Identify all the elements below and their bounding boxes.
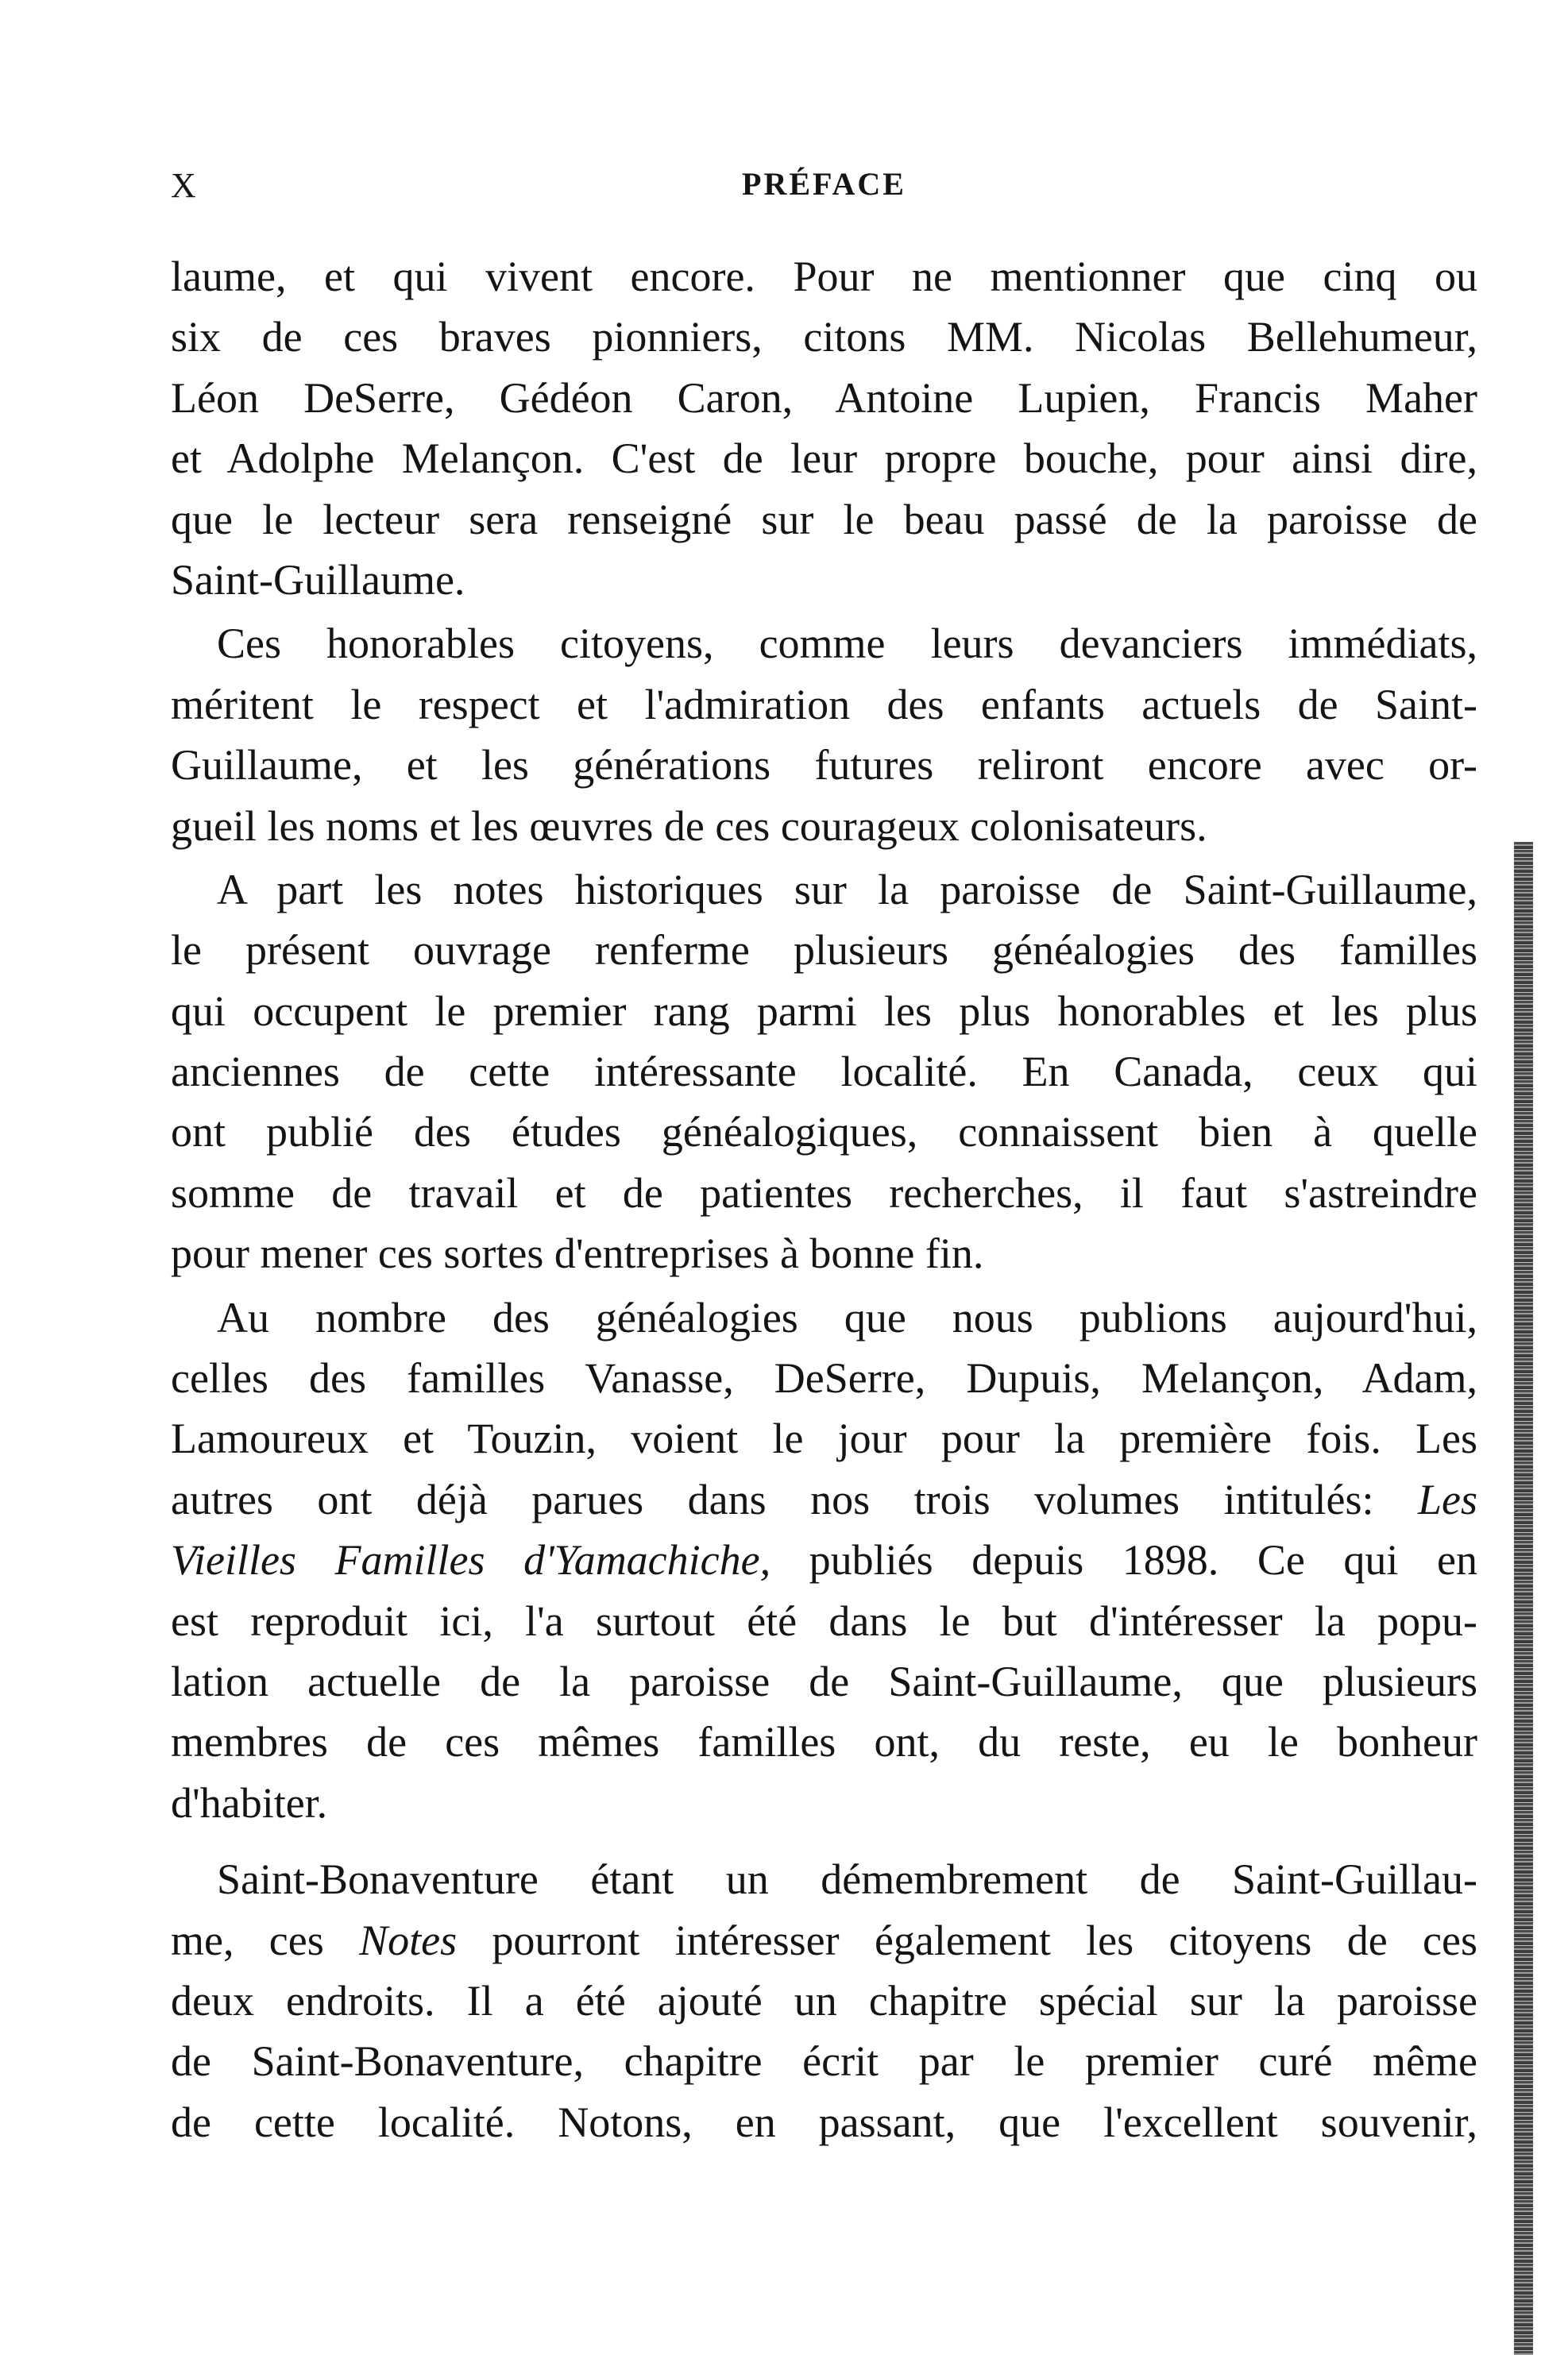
text-line: d'habiter. (171, 1778, 328, 1827)
text-line: laume, et qui vivent encore. Pour ne mentionner que cinq ou (171, 253, 1477, 300)
text-line (171, 1469, 1477, 1530)
text-run: pourront intéresser également les citoyens de ces (457, 1916, 1477, 1964)
text-line: le présent ouvrage renferme plusieurs généalogies des familles (171, 926, 1477, 975)
text-run: publiés depuis 1898. Ce qui en (770, 1536, 1477, 1585)
running-title: PRÉFACE (742, 166, 906, 202)
text-run: autres ont déjà parues dans nos trois volumes intitulés: (171, 1475, 1418, 1523)
text-line: de cette localité. Notons, en passant, que l'excellent souvenir, (171, 2098, 1477, 2146)
paragraph-2 (171, 613, 1477, 856)
page-number: X (171, 166, 198, 205)
text-line: deux endroits. Il a été ajouté un chapitre spécial sur la paroisse (171, 1976, 1477, 2025)
text-run: me, ces (171, 1916, 360, 1964)
text-line: Saint-Bonaventure étant un démembrement de Saint-Guillau- (217, 1855, 1477, 1904)
text-line: ont publié des études généalogiques, connaissent bien à quelle (171, 1108, 1477, 1156)
text-line: Lamoureux et Touzin, voient le jour pour la première fois. Les (171, 1415, 1477, 1463)
text-line: Guillaume, et les générations futures reliront encore avec or- (171, 741, 1477, 790)
text-line: anciennes de cette intéressante localité. En Canada, ceux qui (171, 1048, 1477, 1096)
running-head (171, 165, 1477, 213)
paragraph-1 (171, 246, 1477, 610)
text-line: Léon DeSerre, Gédéon Caron, Antoine Lupien, Francis Maher (171, 373, 1477, 422)
page-binding-edge (1514, 842, 1533, 2355)
paragraph-3 (171, 859, 1477, 1284)
italic-title-run: Les (1417, 1475, 1477, 1523)
text-line: pour mener ces sortes d'entreprises à bonne fin. (171, 1230, 984, 1278)
body-text (171, 246, 1477, 2152)
italic-word: Notes (359, 1916, 458, 1964)
text-line (171, 1530, 1477, 1590)
text-line: est reproduit ici, l'a surtout été dans le but d'intéresser la popu- (171, 1596, 1477, 1645)
text-line: celles des familles Vanasse, DeSerre, Dupuis, Melançon, Adam, (171, 1354, 1477, 1403)
text-line: somme de travail et de patientes recherches, il faut s'astreindre (171, 1168, 1477, 1217)
text-line: membres de ces mêmes familles ont, du reste, eu le bonheur (171, 1718, 1477, 1766)
text-line: Au nombre des généalogies que nous publions aujourd'hui, (217, 1293, 1477, 1342)
text-line: méritent le respect et l'admiration des enfants actuels de Saint- (171, 680, 1477, 728)
text-line: Ces honorables citoyens, comme leurs devanciers immédiats, (217, 620, 1477, 668)
paragraph-4 (171, 1288, 1477, 1834)
text-line: de Saint-Bonaventure, chapitre écrit par le premier curé même (171, 2037, 1477, 2086)
text-line: six de ces braves pionniers, citons MM. Nicolas Bellehumeur, (171, 313, 1477, 361)
italic-title-run: Vieilles Familles d'Yamachiche, (171, 1536, 771, 1585)
text-line: Saint-Guillaume. (171, 555, 465, 604)
paragraph-5 (171, 1849, 1477, 2152)
text-line: et Adolphe Melançon. C'est de leur propre bouche, pour ainsi dire, (171, 434, 1477, 483)
text-line: lation actuelle de la paroisse de Saint-Guillaume, que plusieurs (171, 1657, 1477, 1705)
text-line: qui occupent le premier rang parmi les plus honorables et les plus (171, 986, 1477, 1035)
text-line: A part les notes historiques sur la paroisse de Saint-Guillaume, (217, 865, 1477, 913)
text-line: gueil les noms et les œuvres de ces courageux colonisateurs. (171, 801, 1207, 850)
text-line: que le lecteur sera renseigné sur le beau passé de la paroisse de (171, 495, 1477, 543)
text-line (171, 1910, 1477, 1971)
